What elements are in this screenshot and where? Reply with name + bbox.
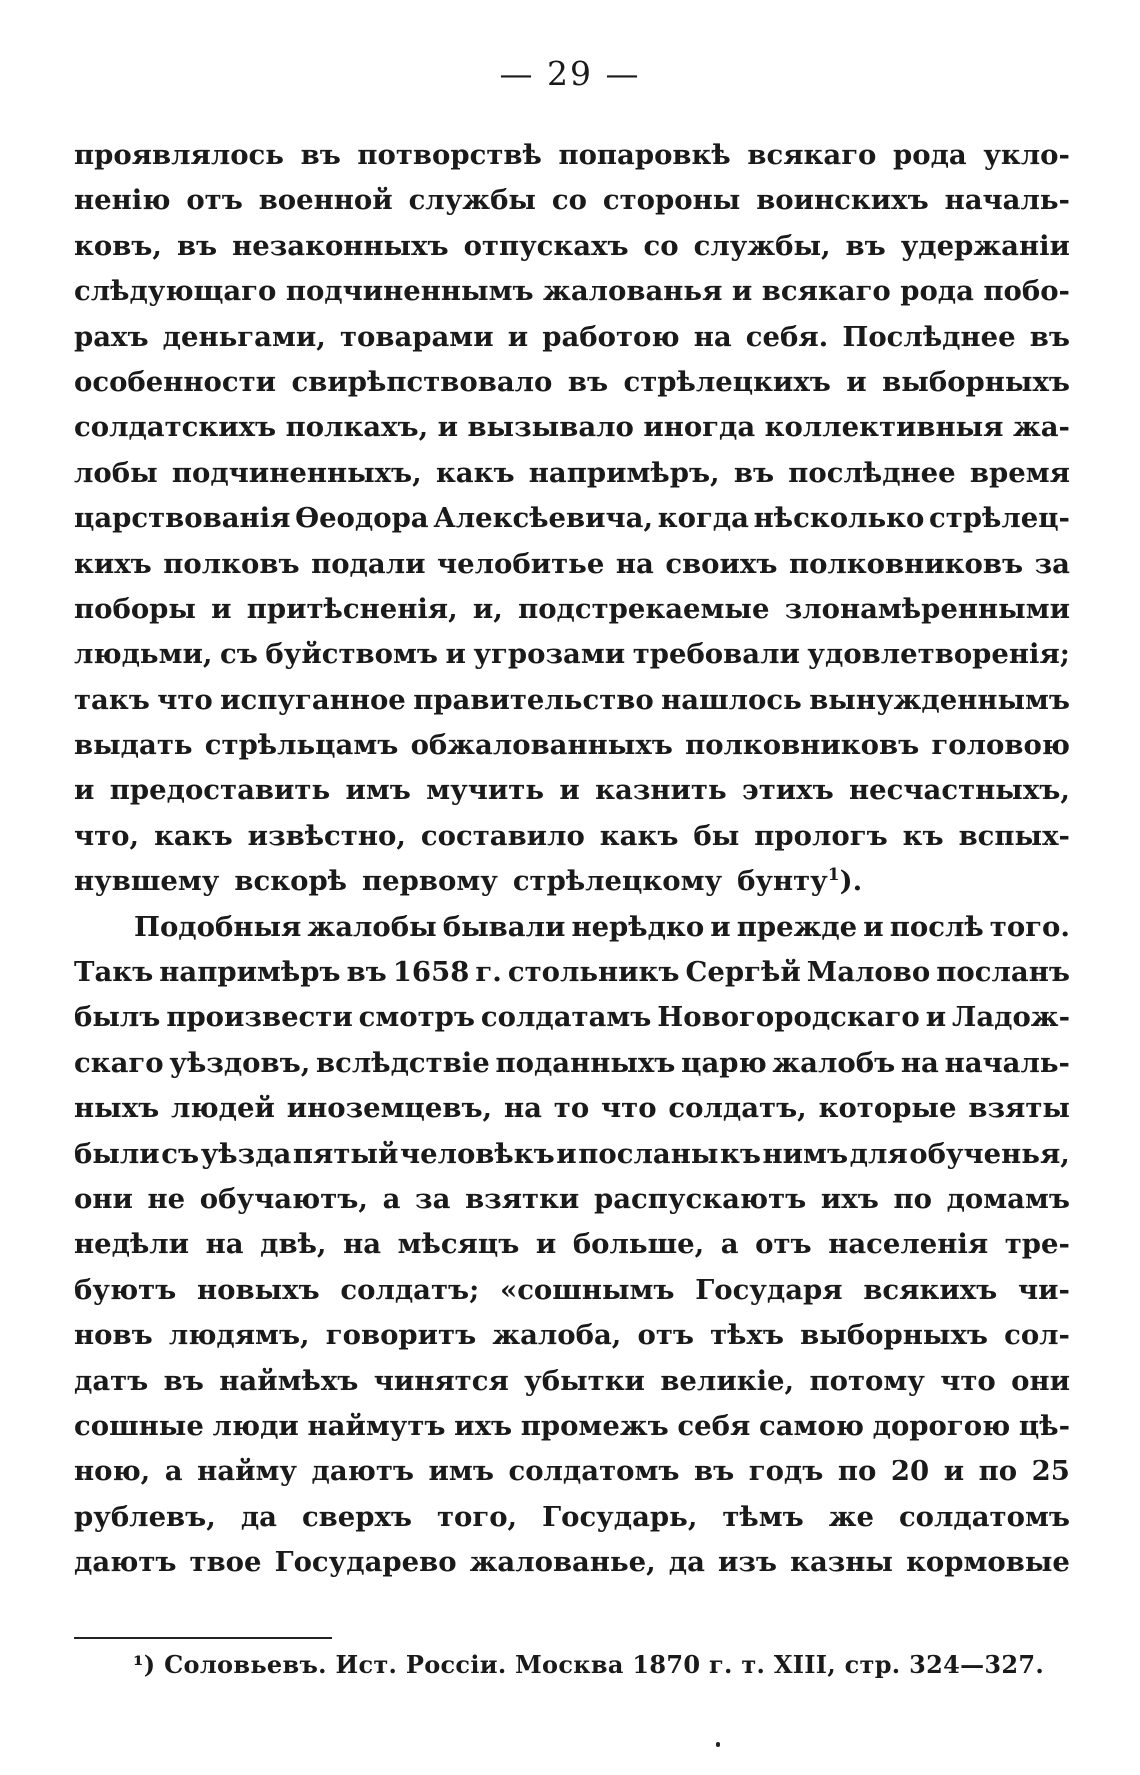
word: имъ [345,774,411,807]
word: жалобъ [772,1046,896,1079]
word: тѣхъ [710,1319,785,1352]
text-line [74,542,1070,587]
word: убытки [524,1364,645,1397]
text-line [74,723,1070,768]
word: Сергѣй [685,956,801,989]
word: казнить [595,774,727,807]
text-line [74,1177,1070,1222]
word: иногда [643,411,756,444]
word: нувшему [74,865,220,898]
word: слѣдующаго [74,275,277,308]
word: Ѳеодора [295,502,429,535]
word: сол- [1004,1319,1070,1352]
word: смотръ [358,1001,475,1034]
word: людямъ, [168,1319,310,1352]
word: уѣздовъ, [169,1046,311,1079]
text-line [74,1132,1070,1177]
word: стороны [602,184,741,217]
word: и [437,411,459,444]
word: деньгами, [162,320,326,353]
word: на [205,1228,244,1261]
word: особенности [74,365,277,398]
word: отпускахъ [463,229,629,262]
word: ихъ [454,1409,513,1442]
word: нашлось [661,683,802,716]
word: солдатомъ [898,1500,1070,1533]
word: попаровкѣ [558,139,731,171]
word: лобы [74,456,158,489]
word: и [925,1001,947,1034]
word: самою [758,1409,864,1442]
word: Малово [806,956,931,989]
word: угрозами [473,638,626,671]
word: солдатомъ [508,1455,680,1488]
word: то [553,1092,590,1125]
word: службы, [693,229,831,262]
word: мѣсяцъ [397,1228,520,1261]
word: Подобныя [134,910,302,943]
word: Ладож- [952,1001,1070,1034]
word: «сошнымъ [500,1273,675,1306]
word: да [668,1546,705,1579]
word: солдатамъ [480,1001,652,1034]
word: Алексѣевича, [433,502,654,535]
word: жалованья [543,275,723,308]
word: стольникъ [507,956,680,989]
word: уѣзда [200,1137,292,1170]
word: дорогою [872,1409,1011,1442]
text-line [74,224,1070,269]
word: новыхъ [197,1273,320,1306]
word: на [343,1228,382,1261]
word: коллективныя [764,411,1004,444]
word: для [849,1137,908,1170]
word: и [731,275,753,308]
word: царствованія [74,502,291,535]
text-line [74,405,1070,450]
word: незаконныхъ [232,229,449,262]
text-line [74,1268,1070,1313]
word: 1658 [392,956,470,989]
text-line [74,632,1070,677]
word: требовали [632,638,800,671]
word: извѣстно, [247,819,406,852]
word: злонамѣренными [784,592,1070,625]
word: и [211,592,232,625]
word: нѣсколько [753,502,925,535]
word: Государя [695,1273,843,1306]
word: кихъ [74,547,152,580]
word: удержаніи [900,229,1070,262]
word: которые [818,1092,957,1125]
text-line [74,496,1070,541]
word: на [615,547,654,580]
word: и [943,1455,965,1488]
word: всякихъ [863,1273,998,1306]
word: полковниковъ [685,729,920,762]
word: за [1034,547,1070,580]
text-line [74,269,1070,314]
word: что [157,683,213,716]
word: жа- [1012,411,1070,444]
word: за [415,1182,451,1215]
word: и [863,910,884,943]
word: скаго [74,1046,164,1079]
word: вынужденнымъ [809,683,1070,716]
word: датъ [74,1364,149,1397]
footnote: ¹) Соловьевъ. Ист. Россіи. Москва 1870 г. т. XIII, стр. 324—327. [133,1650,1045,1679]
word: ихъ [820,1182,879,1215]
text-line [74,1359,1070,1404]
word: солдатъ; [340,1273,480,1306]
word: а [382,1182,401,1215]
word: себя. [745,320,829,353]
word: напримѣръ [159,956,341,989]
word: твое [189,1546,262,1579]
word: отъ [637,1319,694,1352]
text-line [74,768,1070,813]
text-line [74,1313,1070,1358]
text-line [74,1449,1070,1494]
word: Послѣднее [842,320,1016,353]
word: въ [346,956,387,989]
word: цѣ- [1018,1409,1070,1442]
word: а [164,1455,183,1488]
word: потворствѣ [357,139,542,171]
word: вслѣдствіе [316,1046,490,1079]
word: со [551,184,587,217]
text-line [74,1086,1070,1131]
text-line [74,587,1070,632]
word: прежде [736,910,858,943]
word: по [978,1455,1018,1488]
word: обучаютъ, [199,1182,368,1215]
word: нерѣдко [571,910,705,943]
word: составило [420,819,585,852]
word: потому [809,1364,925,1397]
word: военной [258,184,393,217]
word: удовлетворенія; [807,638,1070,671]
word: и [846,365,867,398]
word: полковъ [163,547,300,580]
word: время [969,456,1070,489]
word: людьми, [74,638,213,671]
word: правительство [413,683,654,716]
word: Новогородскаго [657,1001,920,1034]
word: побо- [983,275,1070,308]
word: напримѣръ, [528,456,720,489]
word: въ [567,365,609,398]
text-line [74,1495,1070,1540]
text-line [74,360,1070,405]
word: предоставить [109,774,331,807]
word: первому [362,865,498,898]
word: наймѣхъ [219,1364,359,1397]
word: того. [989,910,1070,943]
word: иноземцевъ, [286,1092,493,1125]
word: воинскихъ [756,184,929,217]
word: укло- [983,139,1070,171]
word: произвести [166,1001,353,1034]
word: началь- [944,184,1070,217]
word: въ [845,229,886,262]
footnote-marker: 1 [827,865,840,886]
word: распускаютъ [593,1182,807,1215]
word: въ [163,1364,204,1397]
word: стрѣлецкому [512,865,723,898]
word: посланъ [936,956,1070,989]
word: стрѣлецкихъ [623,365,831,398]
word: несчастныхъ, [849,774,1070,807]
word: полковниковъ [788,547,1024,580]
word: двѣ, [260,1228,327,1261]
word: наймутъ [307,1409,446,1442]
word: челобитье [437,547,605,580]
word: сверхъ [301,1500,413,1533]
word: взятки [465,1182,580,1215]
word: послѣднее [788,456,956,489]
word: промежъ [520,1409,669,1442]
word: началь- [944,1046,1070,1079]
text-line [74,678,1070,723]
word: 20 [890,1455,930,1488]
word: взяты [968,1092,1070,1125]
word: домамъ [946,1182,1070,1215]
word: пятый [292,1137,399,1170]
footnote-rule [74,1637,332,1639]
word: какъ [154,819,233,852]
word: рода [893,139,967,171]
word: нимъ [762,1137,849,1170]
word: да [240,1500,277,1533]
word: бывали [442,910,566,943]
word: недѣли [74,1228,190,1261]
word: тре- [1004,1228,1070,1261]
text-line [74,451,1070,496]
word: жалованье, [469,1546,656,1579]
word: на [693,320,732,353]
word: такъ [74,683,150,716]
word: мучить [426,774,544,807]
word: не [147,1182,186,1215]
word: кормовые [906,1546,1070,1579]
word: тѣмъ [722,1500,804,1533]
word: когда [657,502,749,535]
word: и [445,638,466,671]
word: чи- [1017,1273,1070,1306]
word: буютъ [74,1273,177,1306]
word: службы [408,184,536,217]
text-line [74,905,1070,950]
word: этихъ [742,774,834,807]
text-line [74,950,1070,995]
word: жалобы [307,910,437,943]
word: Государь, [542,1500,698,1533]
word: Государево [274,1546,457,1579]
word: рахъ [74,320,149,353]
word: какъ [435,456,515,489]
word: рода [900,275,974,308]
word: въ [176,229,218,262]
word: притѣсненія, [246,592,458,625]
word: ненію [74,184,171,217]
word: поданныхъ [495,1046,676,1079]
word: люди [212,1409,299,1442]
text-line [74,1540,1070,1585]
word: по [893,1182,932,1215]
word: бунту$^1$). [737,865,863,898]
word: всякаго [761,275,891,308]
word: ныхъ [74,1092,160,1125]
print-speck [716,1742,720,1747]
word: съ [220,638,258,671]
word: годъ [748,1455,824,1488]
word: 25 [1031,1455,1070,1488]
word: великіе, [660,1364,795,1397]
word: и [507,320,529,353]
word: даютъ [74,1546,177,1579]
word: солдатскихъ [74,411,277,444]
text-line [74,178,1070,223]
word: выборныхъ [800,1319,988,1352]
word: даютъ [311,1455,414,1488]
word: найму [197,1455,297,1488]
word: прологъ [754,819,888,852]
word: работою [542,320,680,353]
word: себя [677,1409,751,1442]
word: выдать [74,729,193,762]
word: имъ [428,1455,494,1488]
text-line [74,859,1070,904]
word: бы [693,819,740,852]
word: головою [931,729,1070,762]
word: посланы [578,1137,719,1170]
word: жалоба, [492,1319,622,1352]
word: говоритъ [325,1319,477,1352]
word: Такъ [74,956,154,989]
text-line [74,133,1070,178]
word: что [940,1364,996,1397]
word: человѣкъ [399,1137,555,1170]
text-line [74,995,1070,1040]
word: что [601,1092,657,1125]
text-line [74,814,1070,859]
word: солдатъ, [668,1092,807,1125]
word: они [74,1182,133,1215]
word: новъ [74,1319,153,1352]
text-line [74,1041,1070,1086]
word: въ [300,139,341,171]
word: и [710,910,731,943]
word: подали [311,547,426,580]
word: обученья, [909,1137,1070,1170]
word: поборы [74,592,196,625]
word: подчиненнымъ [285,275,534,308]
word: и [535,1228,557,1261]
word: свирѣпствовало [291,365,553,398]
word: вызывало [467,411,634,444]
word: того, [436,1500,518,1533]
word: ною, [74,1455,151,1488]
word: они [1011,1364,1070,1397]
word: стрѣльцамъ [204,729,399,762]
body-text [74,133,1070,1586]
word: изъ [717,1546,778,1579]
word: стрѣлец- [929,502,1070,535]
word: къ [902,819,944,852]
word: казны [790,1546,894,1579]
word: въ [733,456,775,489]
word: какъ [599,819,679,852]
word: подстрекаемые [518,592,770,625]
text-line [74,315,1070,360]
word: на [900,1046,939,1079]
word: больше, [572,1228,705,1261]
word: въ [1029,320,1070,353]
word: былъ [74,1001,161,1034]
word: къ [719,1137,761,1170]
word: что, [74,819,140,852]
word: г. [475,956,502,989]
word: и, [472,592,503,625]
word: и [74,774,95,807]
word: же [828,1500,874,1533]
word: послѣ [889,910,984,943]
page-number: — 29 — [499,54,641,93]
word: съ [161,1137,200,1170]
word: сошные [74,1409,204,1442]
word: испуганное [220,683,406,716]
word: царю [681,1046,767,1079]
word: проявлялось [74,139,284,171]
word: со [643,229,679,262]
word: буйствомъ [265,638,438,671]
word: и [559,774,580,807]
word: вспых- [958,819,1070,852]
word: отъ [186,184,243,217]
word: своихъ [665,547,778,580]
word: рублевъ, [74,1500,216,1533]
word: выборныхъ [882,365,1070,398]
word: чинятся [373,1364,509,1397]
word: а [720,1228,739,1261]
word: подчиненныхъ, [171,456,422,489]
text-line [74,1222,1070,1267]
text-line [74,1404,1070,1449]
word: на [503,1092,542,1125]
word: населенія [828,1228,989,1261]
word: ковъ, [74,229,162,262]
word: товарами [339,320,494,353]
word: всякаго [747,139,877,171]
word: въ [693,1455,735,1488]
word: были [74,1137,160,1170]
word: по [837,1455,877,1488]
word: вскорѣ [234,865,348,898]
word: обжалованныхъ [410,729,673,762]
word: и [556,1137,577,1170]
word: отъ [755,1228,812,1261]
word: полкахъ, [285,411,429,444]
word: людей [171,1092,275,1125]
